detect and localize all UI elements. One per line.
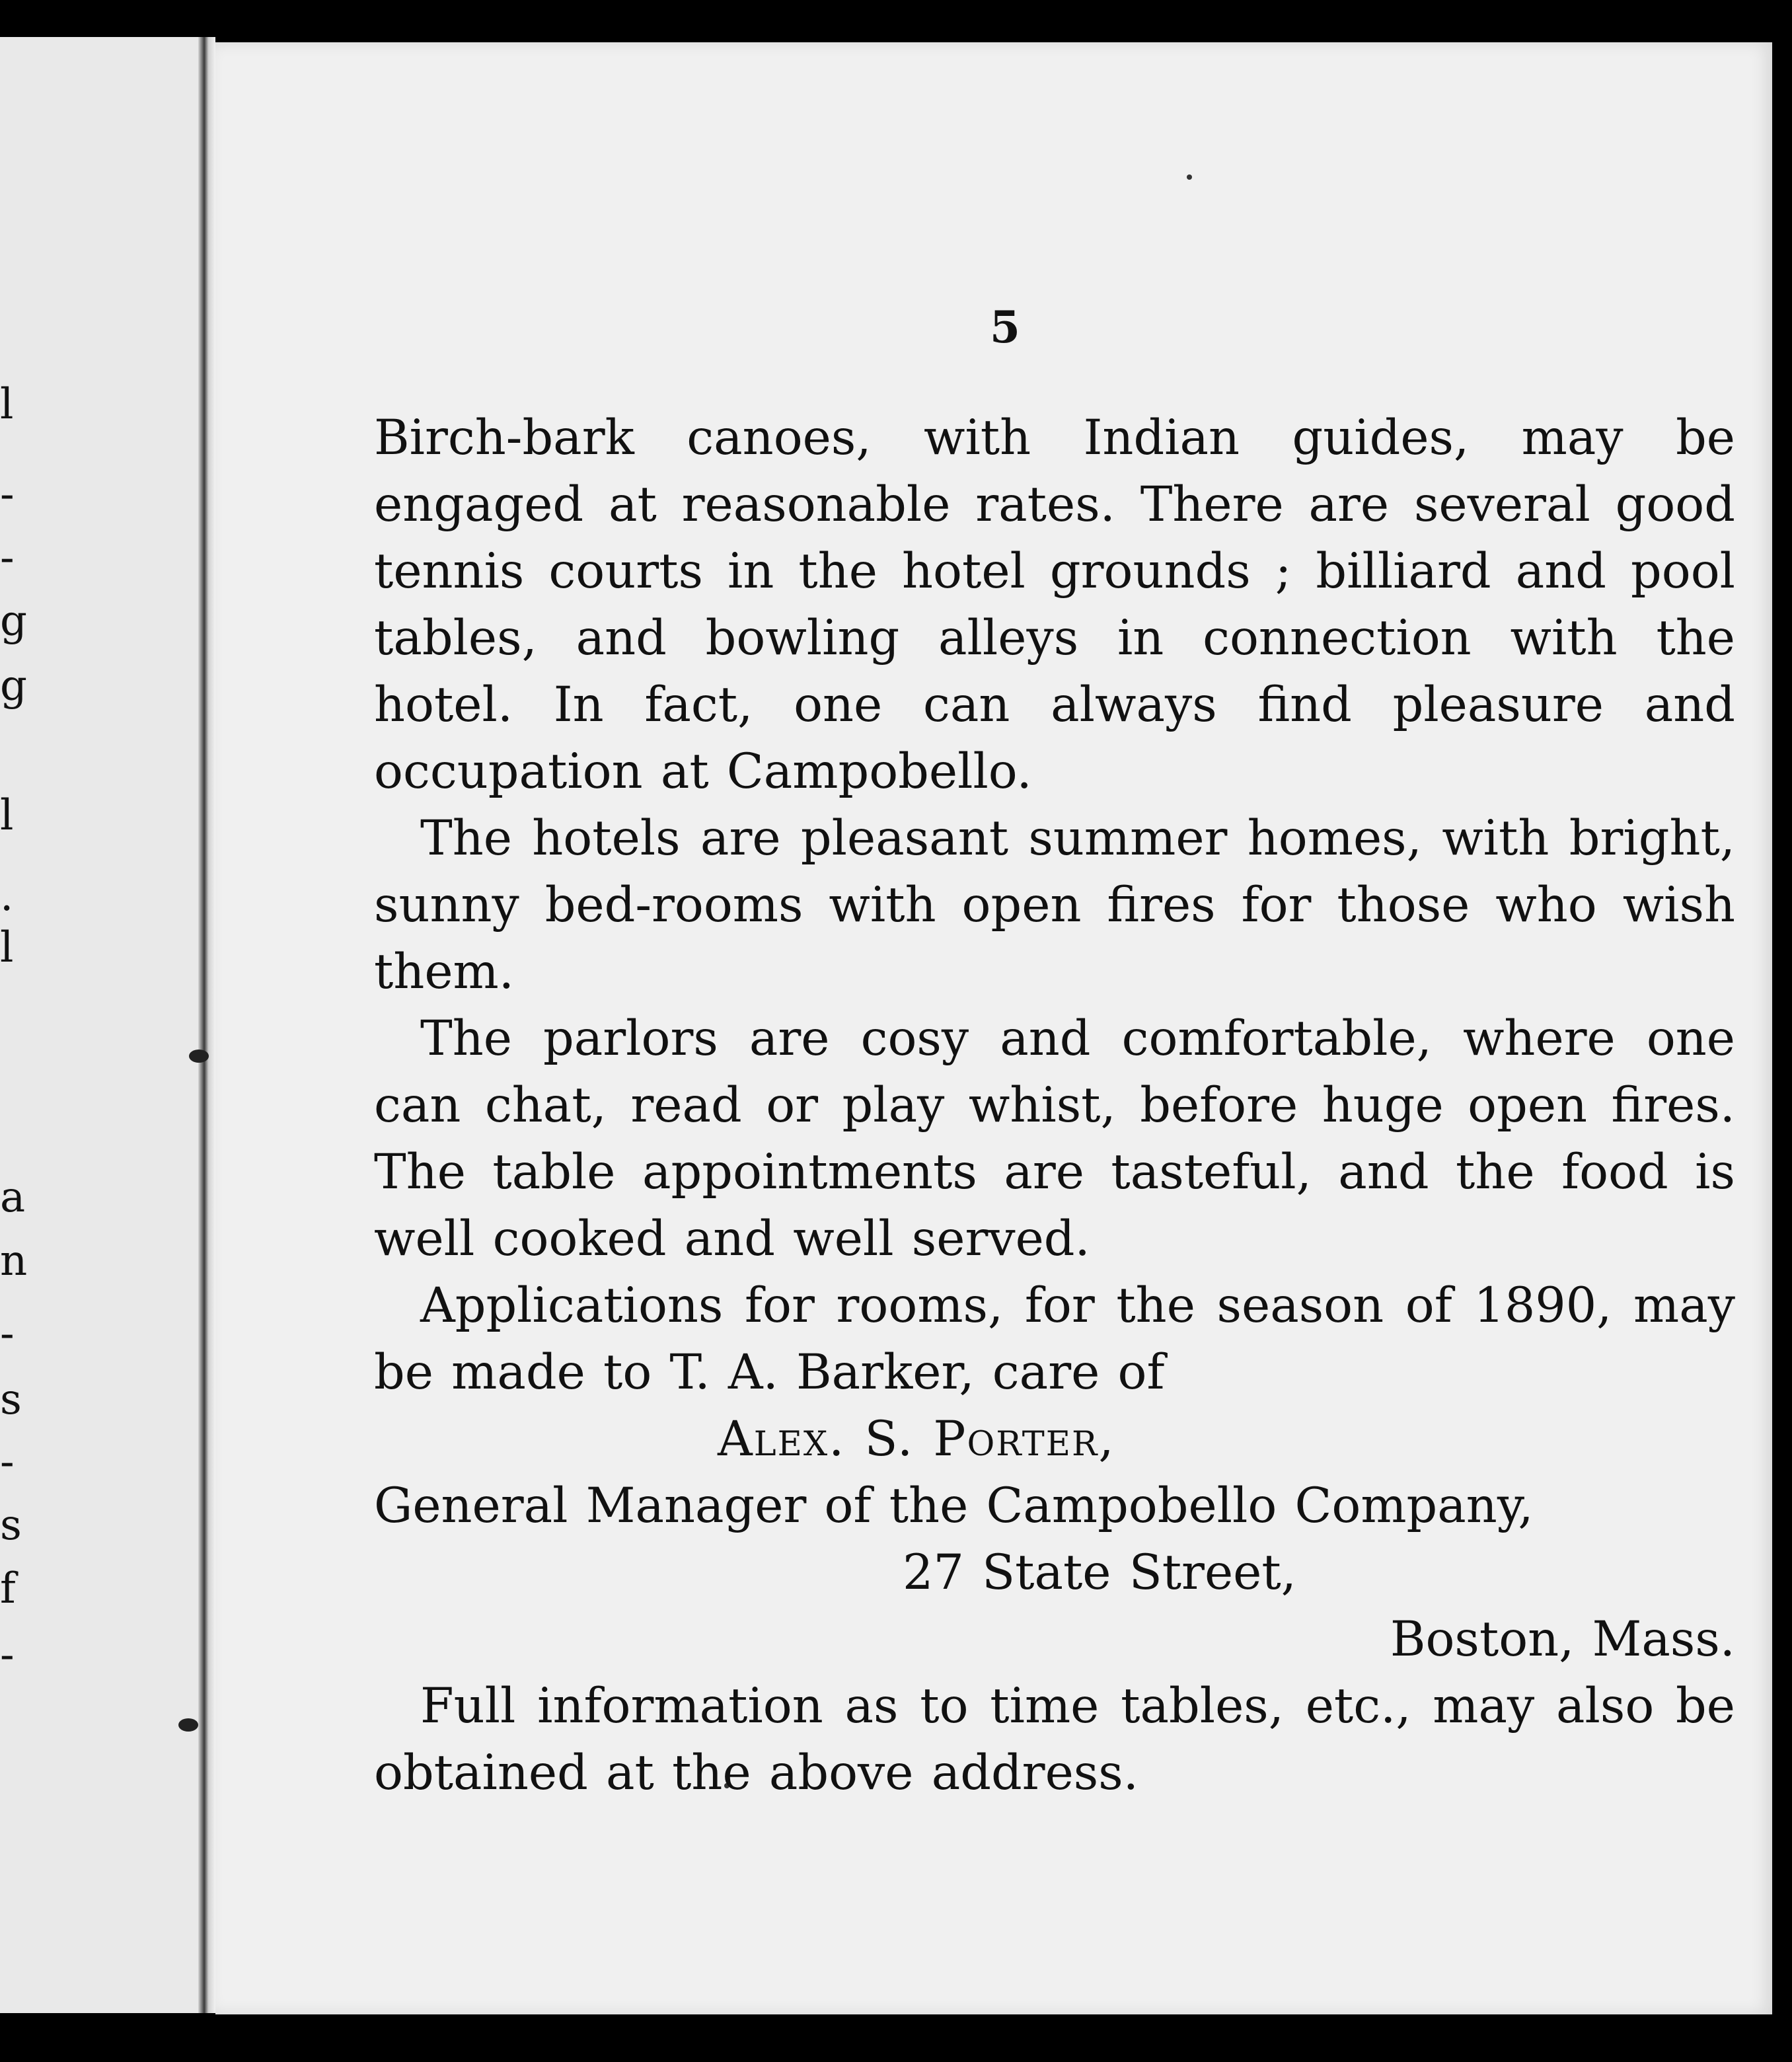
ink-speck xyxy=(1187,174,1192,180)
address-title: General Manager of the Campobello Company, xyxy=(374,1478,1534,1534)
paragraph: The parlors are cosy and comfortable, where one can chat, read or play whist, before huge open fires. The table appointments are tasteful, and the food is well cooked and well served. xyxy=(374,1011,1735,1267)
left-edge-glyph: l xyxy=(0,380,14,429)
page-number: 5 xyxy=(990,301,1020,353)
page-text xyxy=(374,404,1735,1806)
paragraph: Birch-bark canoes, with Indian guides, may be engaged at reasonable rates. There are several good tennis courts in the hotel grounds ; billiard and pool tables, and bowling alleys in connection with the hotel. In fact, one can always find pleasure and occupation at Campobello. xyxy=(374,410,1735,800)
left-edge-glyph: - xyxy=(0,1630,15,1679)
paragraph: The hotels are pleasant summer homes, with bright, sunny bed-rooms with open fires for those who wish them. xyxy=(374,810,1735,1000)
left-edge-glyph: l xyxy=(0,923,14,972)
binding-stitch xyxy=(178,1718,198,1732)
left-edge-glyph: - xyxy=(0,533,15,582)
left-edge-glyph: g xyxy=(0,597,27,646)
book-gutter xyxy=(198,37,215,2013)
main-page xyxy=(215,42,1772,2014)
left-edge-glyph: s xyxy=(0,1501,22,1550)
left-edge-glyph: n xyxy=(0,1237,28,1285)
left-edge-glyph: . xyxy=(0,872,14,921)
left-edge-glyph: a xyxy=(0,1173,26,1222)
paragraph: Applications for rooms, for the season of 1890, may be made to T. A. Barker, care of xyxy=(374,1278,1735,1400)
address-street: 27 State Street, xyxy=(903,1545,1296,1601)
left-edge-glyph: - xyxy=(0,1309,15,1358)
left-edge-glyph: - xyxy=(0,470,15,519)
left-facing-page xyxy=(0,37,209,2013)
left-edge-glyph: f xyxy=(0,1564,16,1613)
left-edge-glyph: s xyxy=(0,1375,22,1424)
closing-paragraph: Full information as to time tables, etc., may also be obtained at the above address. xyxy=(374,1678,1735,1801)
left-edge-glyph: g xyxy=(0,662,27,710)
address-city: Boston, Mass. xyxy=(1390,1611,1735,1667)
address-name: Alex. S. Porter, xyxy=(718,1411,1115,1467)
left-edge-glyph: - xyxy=(0,1437,15,1486)
binding-stitch xyxy=(189,1050,209,1063)
left-edge-glyph: l xyxy=(0,791,14,840)
